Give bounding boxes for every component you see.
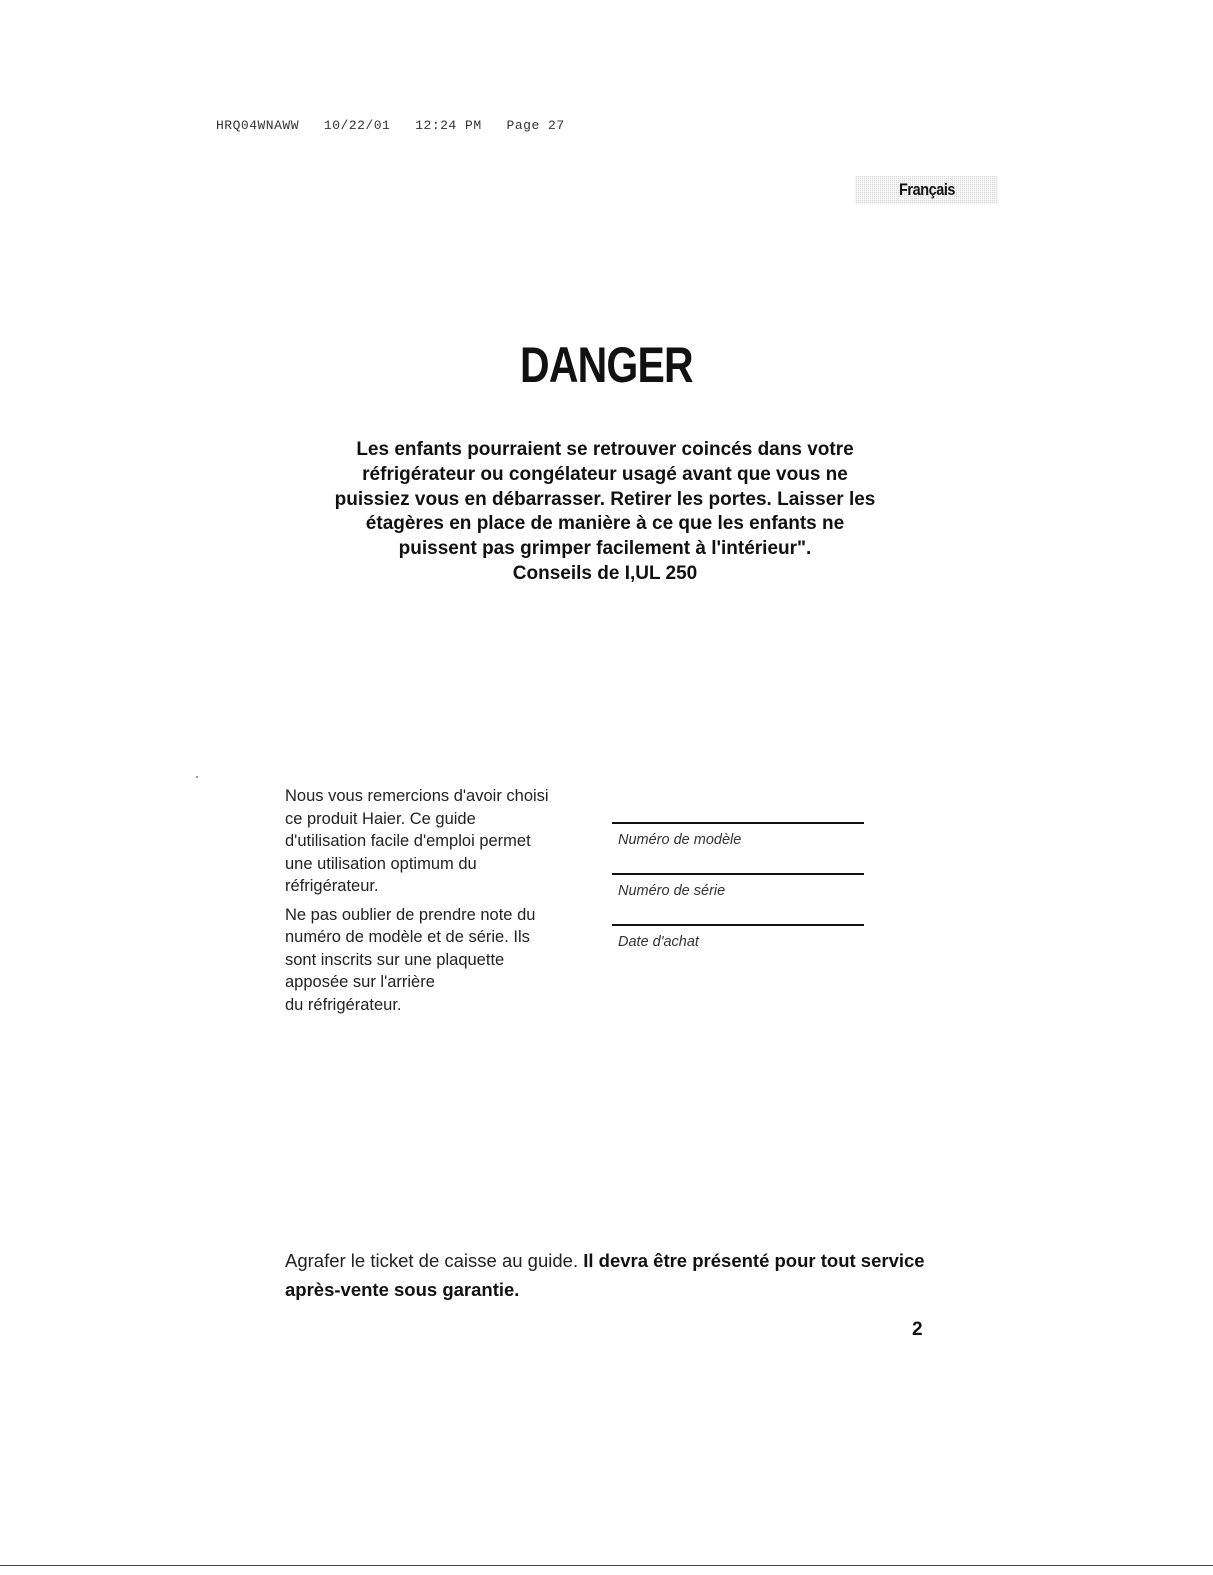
intro-line: numéro de modèle et de série. Ils [285, 928, 530, 946]
intro-line: une utilisation optimum du [285, 854, 477, 873]
intro-line: d'utilisation facile d'emploi permet [285, 832, 531, 850]
warning-line: étagères en place de manière à ce que les enfants ne [365, 513, 845, 535]
purchase-date-field [612, 924, 864, 973]
danger-title: DANGER [520, 337, 693, 393]
intro-text [285, 785, 605, 1016]
record-fields [612, 822, 864, 973]
language-tab-label: Français [899, 180, 956, 199]
intro-line: Nous vous remercions d'avoir choisi [285, 787, 549, 805]
intro-line: sont inscrits sur une plaquette [285, 950, 505, 969]
model-number-label: Numéro de modèle [618, 832, 742, 848]
serial-number-field [612, 873, 864, 922]
intro-line: du réfrigérateur. [285, 995, 402, 1014]
intro-line: Ne pas oublier de prendre note du [285, 905, 536, 924]
page-number: 2 [912, 1319, 923, 1340]
receipt-note-emphasis: Il devra être présenté pour tout service après-vente sous garantie. [285, 1250, 925, 1300]
warning-line: puissiez vous en débarrasser. Retirer les portes. Laisser les [334, 488, 876, 510]
model-number-field [612, 822, 864, 871]
warning-source-line: Conseils de I,UL 250 [512, 562, 698, 584]
receipt-note [285, 1246, 945, 1304]
danger-warning-text [250, 438, 960, 587]
intro-line: apposée sur l'arrière [285, 973, 435, 991]
warning-line: puissent pas grimper facilement à l'intérieur". [398, 538, 812, 560]
bottom-rule [0, 1565, 1213, 1566]
intro-line: réfrigérateur. [285, 877, 379, 895]
serial-number-label: Numéro de série [618, 883, 726, 899]
receipt-note-text: Agrafer le ticket de caisse au guide. [285, 1250, 584, 1271]
language-tab [855, 176, 998, 204]
warning-line: Les enfants pourraient se retrouver coincés dans votre [356, 439, 854, 460]
warning-line: réfrigérateur ou congélateur usagé avant que vous ne [362, 463, 848, 485]
purchase-date-label: Date d'achat [618, 934, 699, 950]
scan-speck [196, 776, 198, 778]
intro-line: ce produit Haier. Ce guide [285, 809, 476, 828]
print-header: HRQ04WNAWW 10/22/01 12:24 PM Page 27 [216, 118, 565, 133]
